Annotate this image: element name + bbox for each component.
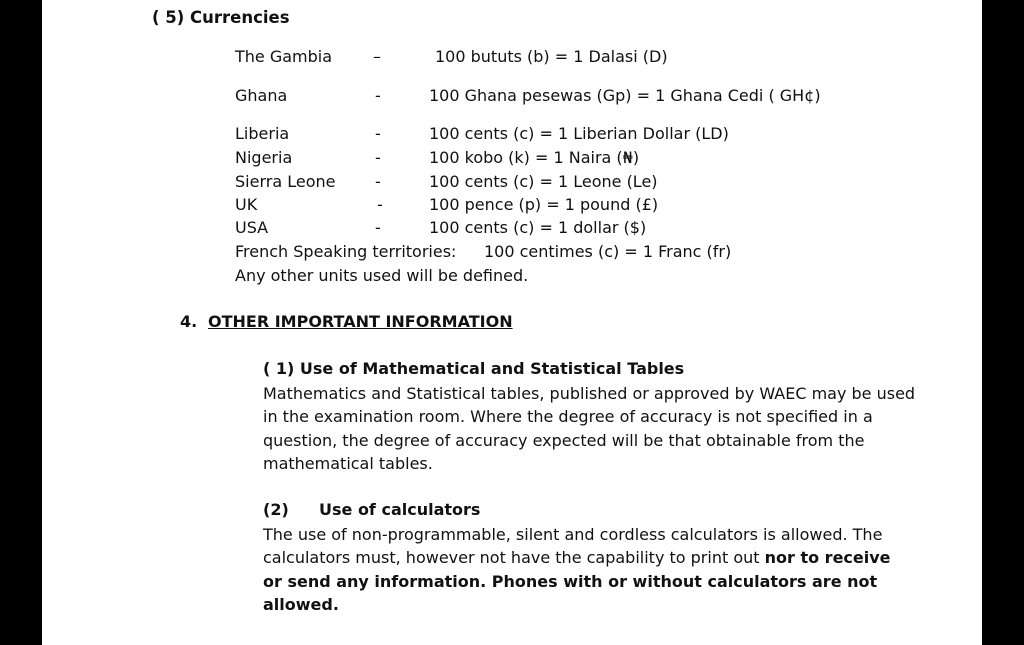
currency-dash: - — [375, 86, 381, 105]
currency-dash: - — [375, 172, 381, 191]
paragraph-bold-text: nor to receive — [764, 548, 891, 568]
currency-value: 100 cents (c) = 1 dollar ($) — [429, 218, 647, 237]
currency-country: UK — [235, 195, 258, 214]
paragraph-line: allowed. — [263, 594, 339, 614]
currency-country: Nigeria — [235, 148, 293, 167]
paragraph-line: question, the degree of accuracy expected will be that obtainable from the — [263, 430, 865, 450]
calculators-heading: Use of calculators — [319, 500, 481, 519]
paragraph-line: in the examination room. Where the degree of accuracy is not specified in a — [263, 407, 873, 427]
currency-dash: - — [375, 218, 381, 237]
currency-dash: - — [375, 124, 381, 143]
document-page — [42, 0, 982, 645]
currency-country: Sierra Leone — [235, 172, 336, 191]
section-title: OTHER IMPORTANT INFORMATION — [208, 312, 513, 331]
paragraph-line: or send any information. Phones with or without calculators are not — [263, 571, 878, 591]
paragraph-line: The use of non-programmable, silent and cordless calculators is allowed. The — [263, 525, 883, 544]
currency-dash: - — [375, 148, 381, 167]
other-units-note: Any other units used will be defined. — [235, 266, 529, 285]
paragraph-line — [263, 546, 891, 569]
calculators-number: (2) — [263, 500, 289, 519]
currency-country: USA — [235, 218, 269, 237]
french-territories-value: 100 centimes (c) = 1 Franc (fr) — [484, 242, 732, 261]
paragraph-line: Mathematics and Statistical tables, published or approved by WAEC may be used — [263, 384, 916, 403]
currency-value: 100 cents (c) = 1 Liberian Dollar (LD) — [429, 124, 729, 143]
section-number: 4. — [180, 312, 198, 331]
currency-country: Liberia — [235, 124, 290, 143]
currency-value: 100 Ghana pesewas (Gp) = 1 Ghana Cedi ( GH¢) — [429, 86, 821, 105]
currency-value: 100 bututs (b) = 1 Dalasi (D) — [435, 47, 668, 66]
currencies-heading: ( 5) Currencies — [152, 8, 290, 27]
currency-dash: – — [373, 47, 381, 66]
currency-value: 100 pence (p) = 1 pound (£) — [429, 195, 659, 214]
currency-dash: - — [377, 195, 383, 214]
calculators-paragraph — [263, 523, 891, 616]
currency-value: 100 cents (c) = 1 Leone (Le) — [429, 172, 658, 191]
paragraph-text: calculators must, however not have the capability to print out — [263, 548, 765, 568]
french-territories-label: French Speaking territories: — [235, 242, 457, 261]
currency-value: 100 kobo (k) = 1 Naira (₦) — [429, 148, 640, 167]
currency-country: The Gambia — [235, 47, 333, 66]
tables-heading: ( 1) Use of Mathematical and Statistical Tables — [263, 359, 685, 378]
tables-paragraph — [263, 382, 916, 475]
paragraph-line: mathematical tables. — [263, 453, 433, 473]
currency-country: Ghana — [235, 86, 288, 105]
